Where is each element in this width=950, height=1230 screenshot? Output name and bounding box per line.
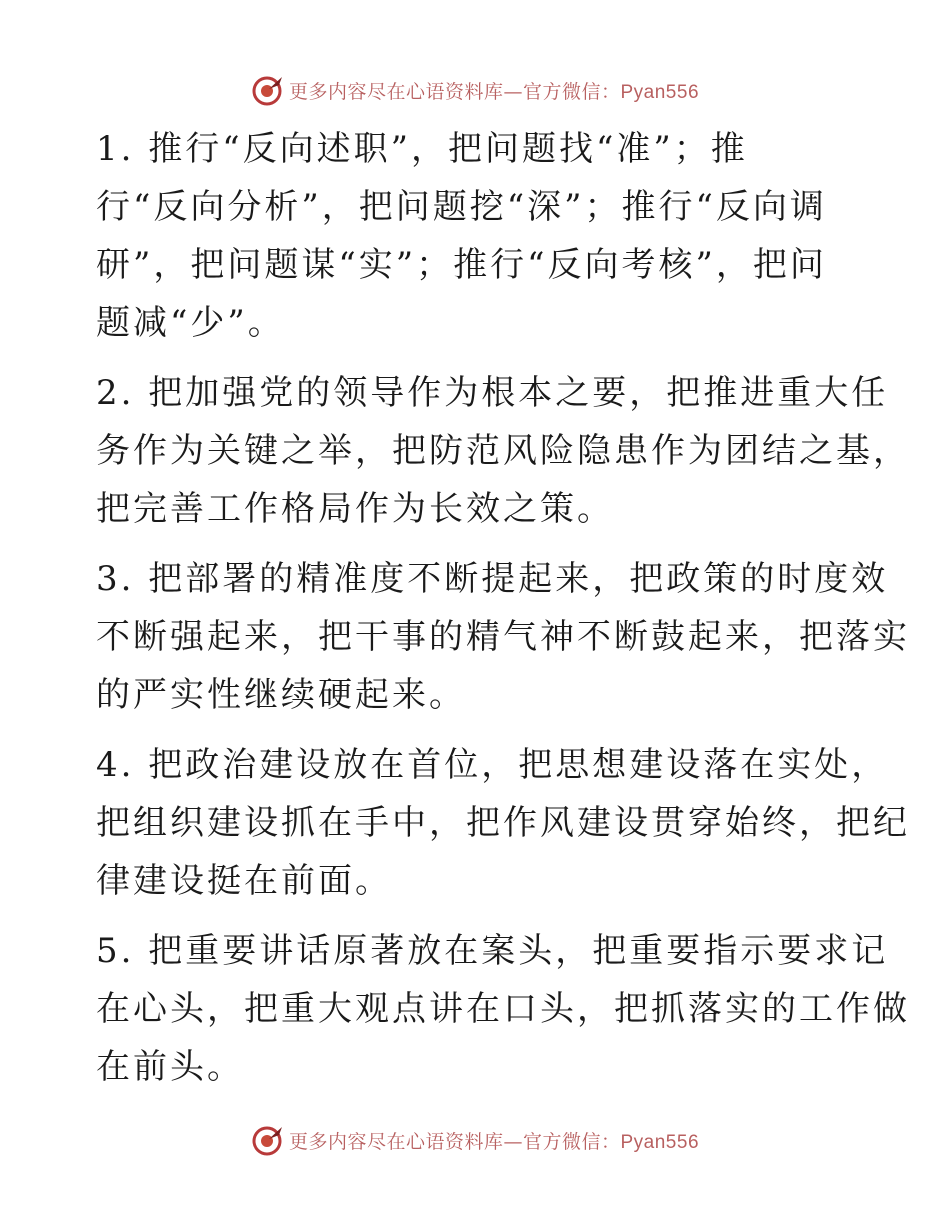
text-line: 5. 把重要讲话原著放在案头，把重要指示要求记	[96, 931, 889, 971]
banner-text	[289, 1127, 699, 1154]
text-line: 3. 把部署的精准度不断提起来，把政策的时度效	[96, 559, 889, 599]
text-line: 不断强起来，把干事的精气神不断鼓起来，把落实	[96, 617, 910, 657]
paragraph-2	[96, 364, 910, 538]
paragraph-3	[96, 550, 910, 724]
paragraph-1	[96, 120, 856, 352]
text-line: 研”，把问题谋“实”；推行“反向考核”，把问	[96, 245, 827, 285]
text-line: 在心头，把重大观点讲在口头，把抓落实的工作做	[96, 989, 910, 1029]
paragraph-5	[96, 922, 910, 1096]
text-line: 的严实性继续硬起来。	[96, 675, 466, 715]
text-line: 务作为关键之举，把防范风险隐患作为团结之基，	[96, 431, 910, 471]
banner-wechat-id: Pyan556	[620, 81, 700, 103]
header-banner	[0, 70, 950, 110]
text-line: 4. 把政治建设放在首位，把思想建设落在实处，	[96, 745, 889, 785]
text-line: 在前头。	[96, 1047, 244, 1087]
footer-banner	[0, 1120, 950, 1160]
paragraph-4	[96, 736, 910, 910]
text-line: 把完善工作格局作为长效之策。	[96, 489, 614, 529]
banner-text	[289, 77, 699, 104]
text-line: 行“反向分析”，把问题挖“深”；推行“反向调	[96, 187, 827, 227]
banner-label: 更多内容尽在心语资料库—官方微信：	[288, 80, 621, 103]
logo-icon	[251, 73, 285, 107]
banner-wechat-id: Pyan556	[620, 1131, 700, 1153]
logo-icon	[251, 1123, 285, 1157]
text-line: 律建设挺在前面。	[96, 861, 392, 901]
text-line: 2. 把加强党的领导作为根本之要，把推进重大任	[96, 373, 889, 413]
text-line: 把组织建设抓在手中，把作风建设贯穿始终，把纪	[96, 803, 910, 843]
text-line: 题减“少”。	[96, 303, 285, 343]
text-line: 1. 推行“反向述职”，把问题找“准”；推	[96, 129, 748, 169]
document-body	[96, 120, 910, 1108]
banner-label: 更多内容尽在心语资料库—官方微信：	[288, 1130, 621, 1153]
